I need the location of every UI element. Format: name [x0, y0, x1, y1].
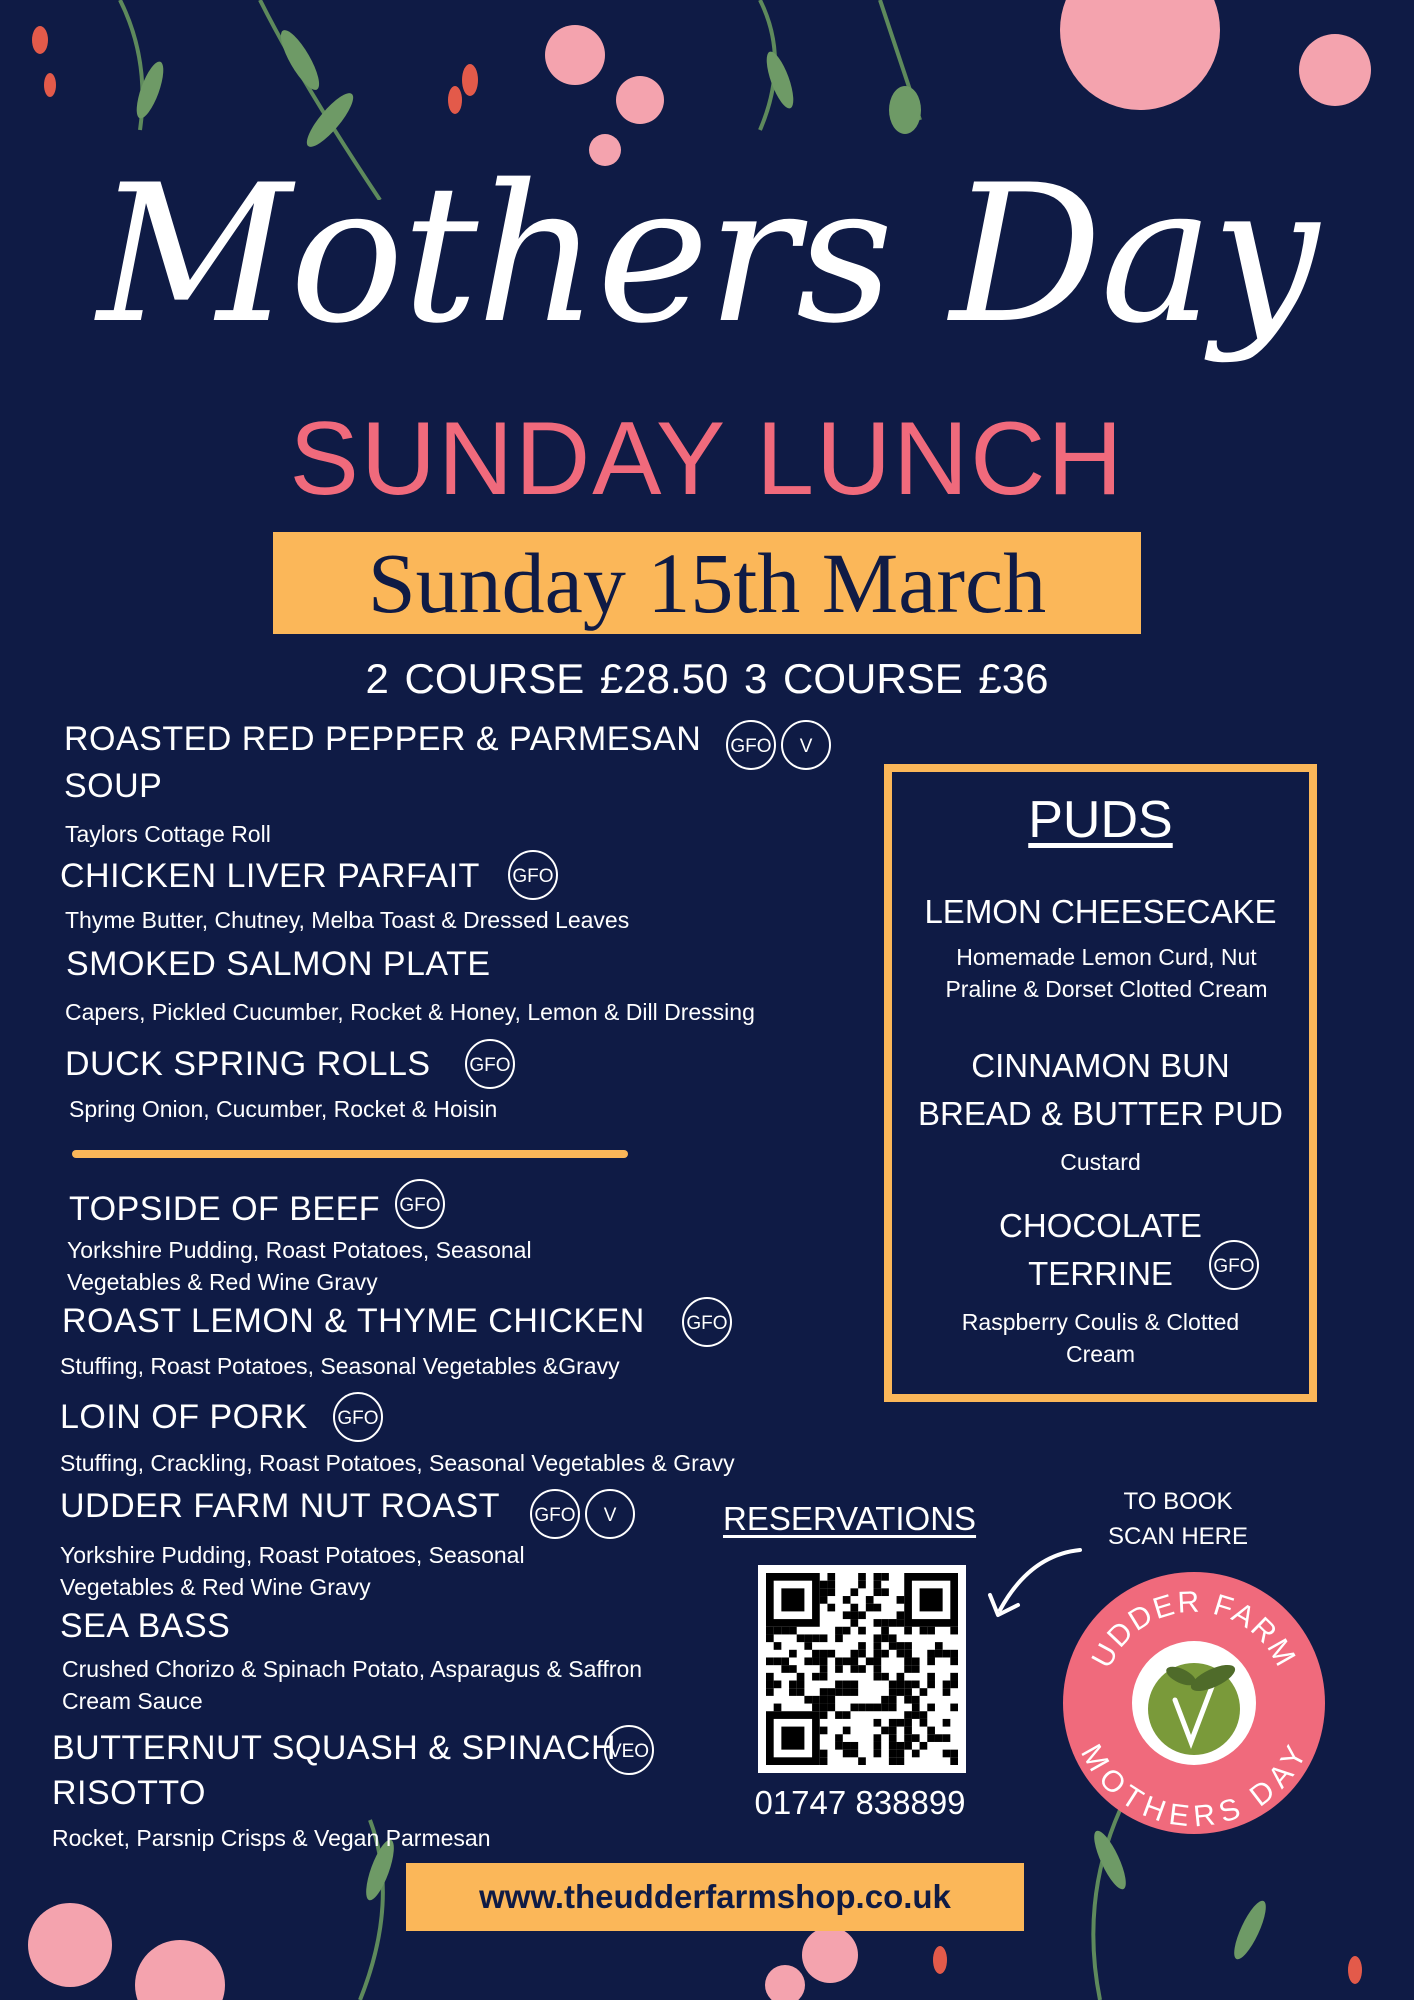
dish-description: Taylors Cottage Roll: [65, 821, 271, 847]
badge-group: [530, 1489, 635, 1539]
to-book-line: TO BOOK: [1123, 1488, 1233, 1515]
dish-description: Vegetables & Red Wine Gravy: [67, 1269, 378, 1295]
phone-number: 01747 838899: [754, 1784, 966, 1821]
pud-name: LEMON CHEESECAKE: [924, 893, 1277, 930]
dish-description: Yorkshire Pudding, Roast Potatoes, Seasonal: [67, 1237, 532, 1263]
gfo-badge: GFO: [682, 1297, 732, 1347]
dish-name: ROAST LEMON & THYME CHICKEN: [62, 1302, 645, 1340]
dish-name: UDDER FARM NUT ROAST: [60, 1487, 501, 1525]
dish-name: ROASTED RED PEPPER & PARMESAN: [64, 720, 702, 758]
dish-name: RISOTTO: [52, 1774, 206, 1812]
gfo-badge: GFO: [395, 1179, 445, 1229]
dish-name: DUCK SPRING ROLLS: [65, 1045, 431, 1083]
dish-name: BUTTERNUT SQUASH & SPINACH: [52, 1729, 617, 1767]
dish-description: Stuffing, Crackling, Roast Potatoes, Seasonal Vegetables & Gravy: [60, 1450, 735, 1476]
dish-description: Yorkshire Pudding, Roast Potatoes, Seasonal: [60, 1542, 525, 1568]
page-title: Mothers Day: [97, 144, 1317, 365]
logo-top-text: UDDER FARM: [1085, 1585, 1303, 1674]
gfo-badge: GFO: [1209, 1240, 1259, 1290]
badge-group: [726, 720, 831, 770]
dish-description: Thyme Butter, Chutney, Melba Toast & Dressed Leaves: [65, 907, 630, 933]
to-book-line: SCAN HERE: [1107, 1523, 1249, 1550]
to-book-instruction: [1082, 1484, 1274, 1554]
pud-name: CHOCOLATE: [999, 1207, 1202, 1244]
dish-description: Rocket, Parsnip Crisps & Vegan Parmesan: [52, 1825, 491, 1851]
gfo-badge: GFO: [465, 1039, 515, 1089]
dish-name: SMOKED SALMON PLATE: [66, 945, 491, 983]
logo-bottom-text: MOTHERS DAY: [1074, 1738, 1314, 1834]
udder-farm-logo: [1063, 1572, 1325, 1834]
gfo-badge: GFO: [726, 720, 776, 770]
pud-description: Praline & Dorset Clotted Cream: [945, 976, 1268, 1002]
website-link[interactable]: www.theudderfarmshop.co.uk: [406, 1863, 1024, 1931]
vegetarian-badge: V: [585, 1489, 635, 1539]
gfo-badge: GFO: [530, 1489, 580, 1539]
puds-title: PUDS: [1028, 791, 1173, 849]
dish-description: Crushed Chorizo & Spinach Potato, Asparagus & Saffron: [62, 1656, 643, 1682]
pud-name: TERRINE: [1028, 1255, 1173, 1292]
dish-name: SOUP: [64, 767, 163, 805]
qr-code-image: [758, 1565, 966, 1773]
pud-description: Raspberry Coulis & Clotted: [961, 1309, 1240, 1335]
section-divider: [72, 1150, 628, 1158]
event-date-banner: Sunday 15th March: [273, 532, 1141, 634]
dish-name: TOPSIDE OF BEEF: [69, 1190, 381, 1228]
course-prices: 2 COURSE £28.50 3 COURSE £36: [365, 655, 1049, 702]
pud-description: Homemade Lemon Curd, Nut: [956, 944, 1257, 970]
dish-description: Vegetables & Red Wine Gravy: [60, 1574, 371, 1600]
gfo-badge: GFO: [508, 850, 558, 900]
qr-code[interactable]: [758, 1565, 966, 1773]
dish-name: SEA BASS: [60, 1607, 231, 1645]
page-subtitle: SUNDAY LUNCH: [289, 401, 1125, 517]
dish-name: CHICKEN LIVER PARFAIT: [60, 857, 480, 895]
dish-name: LOIN OF PORK: [60, 1398, 308, 1436]
reservations-heading: RESERVATIONS: [723, 1500, 977, 1537]
dish-description: Stuffing, Roast Potatoes, Seasonal Vegetables &Gravy: [60, 1353, 620, 1379]
gfo-badge: GFO: [333, 1392, 383, 1442]
vegetarian-badge: V: [781, 720, 831, 770]
pud-name: BREAD & BUTTER PUD: [918, 1095, 1283, 1132]
dish-description: Spring Onion, Cucumber, Rocket & Hoisin: [69, 1096, 498, 1122]
pud-description: Cream: [1065, 1341, 1135, 1367]
pud-description: Custard: [1060, 1149, 1141, 1175]
dish-description: Capers, Pickled Cucumber, Rocket & Honey, Lemon & Dill Dressing: [65, 999, 755, 1025]
dish-description: Cream Sauce: [62, 1688, 203, 1714]
pud-name: CINNAMON BUN: [971, 1047, 1230, 1084]
logo-graphic: [1063, 1572, 1325, 1834]
vegan-option-badge: VEO: [604, 1725, 654, 1775]
